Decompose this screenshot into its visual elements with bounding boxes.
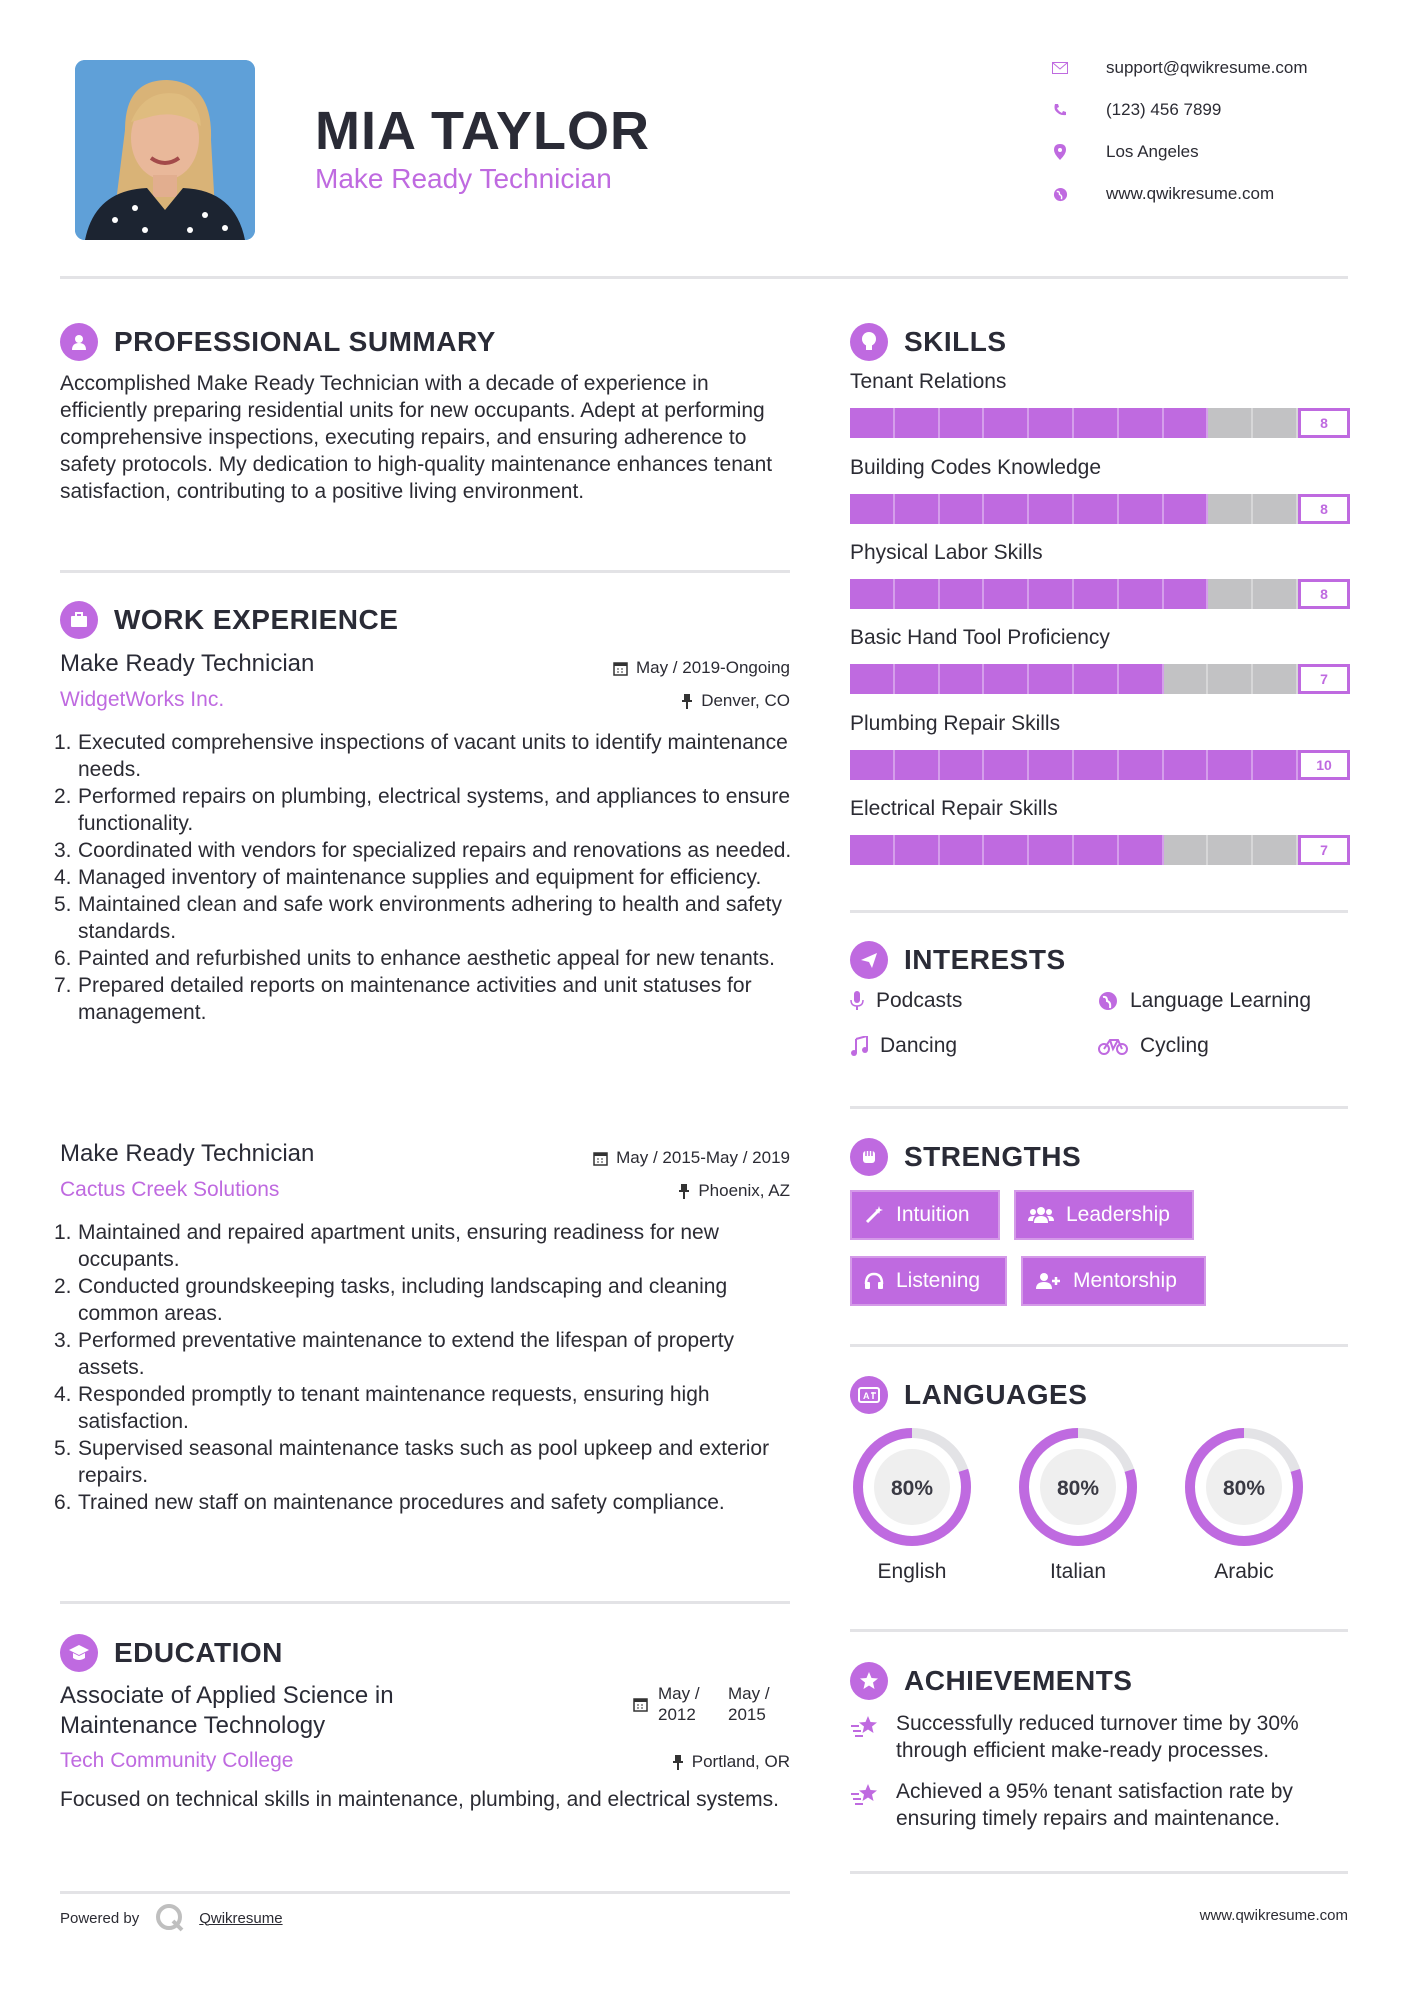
languages-heading	[850, 1376, 1087, 1414]
school-name: Tech Community College	[60, 1749, 294, 1772]
skill-segment	[895, 494, 940, 524]
globe-icon	[1050, 184, 1070, 204]
microphone-icon	[850, 991, 864, 1011]
skill-segment	[984, 494, 1029, 524]
skills-heading-text: SKILLS	[904, 326, 1007, 357]
skill-segment	[1164, 494, 1209, 524]
bicycle-icon	[1098, 1037, 1128, 1055]
location-text: Los Angeles	[1106, 142, 1199, 161]
pushpin-icon	[681, 694, 693, 709]
footer-website[interactable]: www.qwikresume.com	[1199, 1907, 1348, 1924]
language-name: Arabic	[1214, 1560, 1274, 1583]
interest-item: Dancing	[850, 1034, 957, 1058]
languages-divider	[850, 1629, 1348, 1632]
skill-bar	[850, 750, 1346, 780]
job-2-location-text: Phoenix, AZ	[698, 1181, 790, 1200]
skill-segment	[1029, 835, 1074, 865]
list-item: 6. Trained new staff on maintenance procedures and safety compliance.	[54, 1491, 725, 1514]
skill-segment	[850, 494, 895, 524]
skill-segment	[1208, 494, 1253, 524]
skill-segment	[895, 579, 940, 609]
skill-segment	[940, 494, 985, 524]
job-2-company: Cactus Creek Solutions	[60, 1178, 280, 1201]
skill-level-badge: 7	[1298, 835, 1350, 865]
skill-segment	[1164, 579, 1209, 609]
skill-segment	[1029, 664, 1074, 694]
envelope-icon	[1050, 58, 1070, 78]
achievement-text: Achieved a 95% tenant satisfaction rate by ensuring timely repairs and maintenance.	[896, 1780, 1293, 1830]
job-1-title: Make Ready Technician	[60, 650, 315, 677]
skills-divider	[850, 910, 1348, 913]
languages-list	[850, 1425, 1350, 1595]
skill-segment	[1119, 579, 1164, 609]
user-plus-icon	[1035, 1271, 1061, 1291]
star-badge-icon	[850, 1662, 888, 1700]
summary-divider	[60, 570, 790, 573]
summary-heading	[60, 323, 496, 361]
skill-segment	[1074, 408, 1119, 438]
job-1-duties	[54, 729, 795, 1026]
globe-icon	[1098, 991, 1118, 1011]
list-item: 2. Performed repairs on plumbing, electrical systems, and appliances to ensure functionality.	[54, 785, 791, 835]
skill-segment	[1253, 750, 1298, 780]
skill-level-badge: 8	[1298, 494, 1350, 524]
skill-name: Physical Labor Skills	[850, 541, 1043, 564]
achievement-text: Successfully reduced turnover time by 30% through efficient make-ready processes.	[896, 1712, 1299, 1762]
education-end: May / 2015	[728, 1684, 770, 1724]
list-item: 3. Performed preventative maintenance to extend the lifespan of property assets.	[54, 1329, 735, 1379]
footer-divider-left	[60, 1891, 790, 1894]
phone-text: (123) 456 7899	[1106, 100, 1222, 119]
strengths-divider	[850, 1344, 1348, 1347]
website-text: www.qwikresume.com	[1106, 184, 1275, 203]
skill-segment	[850, 664, 895, 694]
shooting-star-icon	[850, 1714, 882, 1745]
strengths-heading	[850, 1138, 1081, 1176]
fist-icon	[850, 1138, 888, 1176]
user-icon	[60, 323, 98, 361]
skills-list	[850, 370, 1350, 870]
skill-level-badge: 10	[1298, 750, 1350, 780]
list-item: 1. Maintained and repaired apartment units, ensuring readiness for new occupants.	[54, 1221, 719, 1271]
language-percent: 80%	[890, 1477, 934, 1500]
skill-level-badge: 8	[1298, 408, 1350, 438]
job-1-dates	[613, 658, 790, 678]
svg-text:A: A	[863, 1391, 870, 1401]
skill-level-badge: 8	[1298, 579, 1350, 609]
skill-segment	[1119, 408, 1164, 438]
skill-segment	[1164, 664, 1209, 694]
interests-divider	[850, 1106, 1348, 1109]
qwikresume-logo-icon	[155, 1903, 185, 1933]
list-item: 5. Supervised seasonal maintenance tasks such as pool upkeep and exterior repairs.	[54, 1437, 770, 1487]
list-item: 3. Coordinated with vendors for specialized repairs and renovations as needed.	[54, 839, 792, 862]
strength-tag: Intuition	[850, 1190, 1000, 1240]
skill-segment	[1119, 664, 1164, 694]
job-2-title: Make Ready Technician	[60, 1140, 315, 1167]
skill-segment	[940, 579, 985, 609]
skill-segment	[850, 750, 895, 780]
contact-email[interactable]	[1050, 58, 1308, 78]
email-text: support@qwikresume.com	[1106, 58, 1308, 77]
strength-tag: Mentorship	[1021, 1256, 1206, 1306]
language-ring	[1182, 1425, 1306, 1549]
skill-segment	[1253, 579, 1298, 609]
skill-segment	[1164, 835, 1209, 865]
language-item	[1182, 1425, 1306, 1584]
job-1-location-text: Denver, CO	[701, 691, 790, 710]
skill-level-badge: 7	[1298, 664, 1350, 694]
calendar-icon	[613, 661, 628, 676]
skill-segment	[1119, 835, 1164, 865]
skill-segment	[1029, 579, 1074, 609]
job-2-dates	[593, 1148, 790, 1168]
candidate-name: MIA TAYLOR	[315, 101, 651, 161]
skill-segment	[1253, 494, 1298, 524]
contact-location	[1050, 142, 1199, 162]
achievements-heading-text: ACHIEVEMENTS	[904, 1665, 1133, 1696]
skill-segment	[940, 408, 985, 438]
education-location	[672, 1752, 790, 1772]
shooting-star-icon	[850, 1782, 882, 1813]
experience-heading	[60, 601, 398, 639]
summary-text: Accomplished Make Ready Technician with a decade of experience in efficiently preparing residential units for new occupants. Adept at performing comprehensive inspections, executing repairs, and ensuring adherence to safety protocols. My dedication to high-quality maintenance enhances tenant satisfaction, contributing to a positive living environment.	[60, 372, 773, 503]
skill-segment	[984, 664, 1029, 694]
skill-segment	[1119, 750, 1164, 780]
users-icon	[1028, 1205, 1054, 1225]
skill-segment	[1074, 835, 1119, 865]
qwikresume-link[interactable]: Qwikresume	[199, 1909, 283, 1927]
education-heading-text: EDUCATION	[114, 1637, 283, 1668]
music-note-icon	[850, 1036, 868, 1056]
pushpin-icon	[672, 1755, 684, 1770]
language-icon	[850, 1376, 888, 1414]
profile-photo	[75, 60, 255, 240]
strength-tag: Leadership	[1014, 1190, 1194, 1240]
skill-segment	[984, 750, 1029, 780]
skill-segment	[850, 835, 895, 865]
magic-wand-icon	[864, 1205, 884, 1225]
language-percent: 80%	[1222, 1477, 1266, 1500]
degree-line-1: Associate of Applied Science in	[60, 1682, 394, 1709]
skill-segment	[1208, 579, 1253, 609]
strengths-heading-text: STRENGTHS	[904, 1141, 1082, 1172]
skill-bar	[850, 835, 1346, 865]
phone-icon	[1050, 100, 1070, 120]
strength-tag: Listening	[850, 1256, 1007, 1306]
skill-segment	[1119, 494, 1164, 524]
header-divider	[60, 276, 1348, 279]
skill-segment	[1074, 664, 1119, 694]
achievements-heading	[850, 1662, 1132, 1700]
interests-heading	[850, 941, 1066, 979]
skill-segment	[940, 664, 985, 694]
skill-segment	[1029, 494, 1074, 524]
skill-segment	[1253, 664, 1298, 694]
job-1-company: WidgetWorks Inc.	[60, 688, 225, 711]
skill-segment	[1208, 408, 1253, 438]
interest-item: Cycling	[1098, 1034, 1209, 1058]
graduation-icon	[60, 1634, 98, 1672]
skill-name: Electrical Repair Skills	[850, 797, 1058, 820]
job-1-dates-text: May / 2019-Ongoing	[635, 658, 790, 677]
interest-item: Podcasts	[850, 989, 962, 1013]
list-item: 2. Conducted groundskeeping tasks, including landscaping and cleaning common areas.	[54, 1275, 728, 1325]
degree-title	[60, 1681, 394, 1741]
language-percent: 80%	[1056, 1477, 1100, 1500]
experience-heading-text: WORK EXPERIENCE	[114, 604, 399, 635]
skill-name: Tenant Relations	[850, 370, 1007, 393]
job-2-dates-text: May / 2015-May / 2019	[616, 1148, 790, 1167]
skill-segment	[1074, 494, 1119, 524]
skill-segment	[895, 835, 940, 865]
education-heading	[60, 1634, 283, 1672]
list-item: 4. Managed inventory of maintenance supplies and equipment for efficiency.	[54, 866, 762, 889]
list-item: 4. Responded promptly to tenant maintenance requests, ensuring high satisfaction.	[54, 1383, 710, 1433]
powered-by-text: Powered by	[60, 1909, 140, 1927]
pushpin-icon	[678, 1184, 690, 1199]
achievement-item	[850, 1710, 1350, 1764]
language-name: Italian	[1049, 1560, 1107, 1583]
skill-segment	[1253, 408, 1298, 438]
skill-segment	[984, 835, 1029, 865]
skill-name: Basic Hand Tool Proficiency	[850, 626, 1110, 649]
skill-bar	[850, 494, 1346, 524]
interests-heading-text: INTERESTS	[904, 944, 1066, 975]
briefcase-icon	[60, 601, 98, 639]
skill-segment	[940, 835, 985, 865]
achievement-item	[850, 1778, 1350, 1832]
interest-item: Language Learning	[1098, 989, 1311, 1013]
contact-phone[interactable]	[1050, 100, 1221, 120]
paper-plane-icon	[850, 941, 888, 979]
footer-divider-right	[850, 1871, 1348, 1874]
languages-heading-text: LANGUAGES	[904, 1379, 1088, 1410]
powered-by	[60, 1903, 283, 1933]
language-ring	[1016, 1425, 1140, 1549]
skill-bar	[850, 408, 1346, 438]
skill-segment	[1074, 579, 1119, 609]
education-start: May / 2012	[658, 1684, 700, 1724]
language-item	[850, 1425, 974, 1584]
language-ring	[850, 1425, 974, 1549]
skill-segment	[1029, 408, 1074, 438]
skill-bar	[850, 664, 1346, 694]
list-item: 5. Maintained clean and safe work environments adhering to health and safety standards.	[54, 893, 782, 943]
skill-segment	[1164, 750, 1209, 780]
skills-heading	[850, 323, 1007, 361]
skill-segment	[940, 750, 985, 780]
skill-name: Plumbing Repair Skills	[850, 712, 1061, 735]
calendar-icon	[593, 1151, 608, 1166]
lightbulb-icon	[850, 323, 888, 361]
education-dates	[633, 1683, 770, 1725]
job-2-location	[678, 1181, 790, 1201]
skill-segment	[895, 750, 940, 780]
job-1-location	[681, 691, 790, 711]
skill-segment	[984, 408, 1029, 438]
candidate-title: Make Ready Technician	[315, 163, 612, 194]
skill-segment	[984, 579, 1029, 609]
skill-bar	[850, 579, 1346, 609]
list-item: 7. Prepared detailed reports on maintenance activities and unit statuses for management.	[54, 974, 752, 1024]
headphones-icon	[864, 1271, 884, 1291]
skill-segment	[1074, 750, 1119, 780]
education-location-text: Portland, OR	[691, 1752, 790, 1771]
summary-heading-text: PROFESSIONAL SUMMARY	[114, 326, 496, 357]
job-2-duties	[54, 1219, 795, 1516]
education-text: Focused on technical skills in maintenance, plumbing, and electrical systems.	[60, 1788, 780, 1811]
map-pin-icon	[1050, 142, 1070, 162]
skill-segment	[1208, 664, 1253, 694]
skill-segment	[1208, 750, 1253, 780]
skill-name: Building Codes Knowledge	[850, 456, 1102, 479]
calendar-icon	[633, 1697, 648, 1712]
skill-segment	[1253, 835, 1298, 865]
experience-divider	[60, 1601, 790, 1604]
degree-line-2: Maintenance Technology	[60, 1712, 326, 1739]
list-item: 6. Painted and refurbished units to enhance aesthetic appeal for new tenants.	[54, 947, 775, 970]
language-item	[1016, 1425, 1140, 1584]
skill-segment	[1164, 408, 1209, 438]
skill-segment	[850, 408, 895, 438]
skill-segment	[895, 664, 940, 694]
language-name: English	[877, 1560, 947, 1583]
skill-segment	[895, 408, 940, 438]
list-item: 1. Executed comprehensive inspections of vacant units to identify maintenance needs.	[54, 731, 788, 781]
skill-segment	[1029, 750, 1074, 780]
skill-segment	[850, 579, 895, 609]
skill-segment	[1208, 835, 1253, 865]
contact-website[interactable]	[1050, 184, 1274, 204]
